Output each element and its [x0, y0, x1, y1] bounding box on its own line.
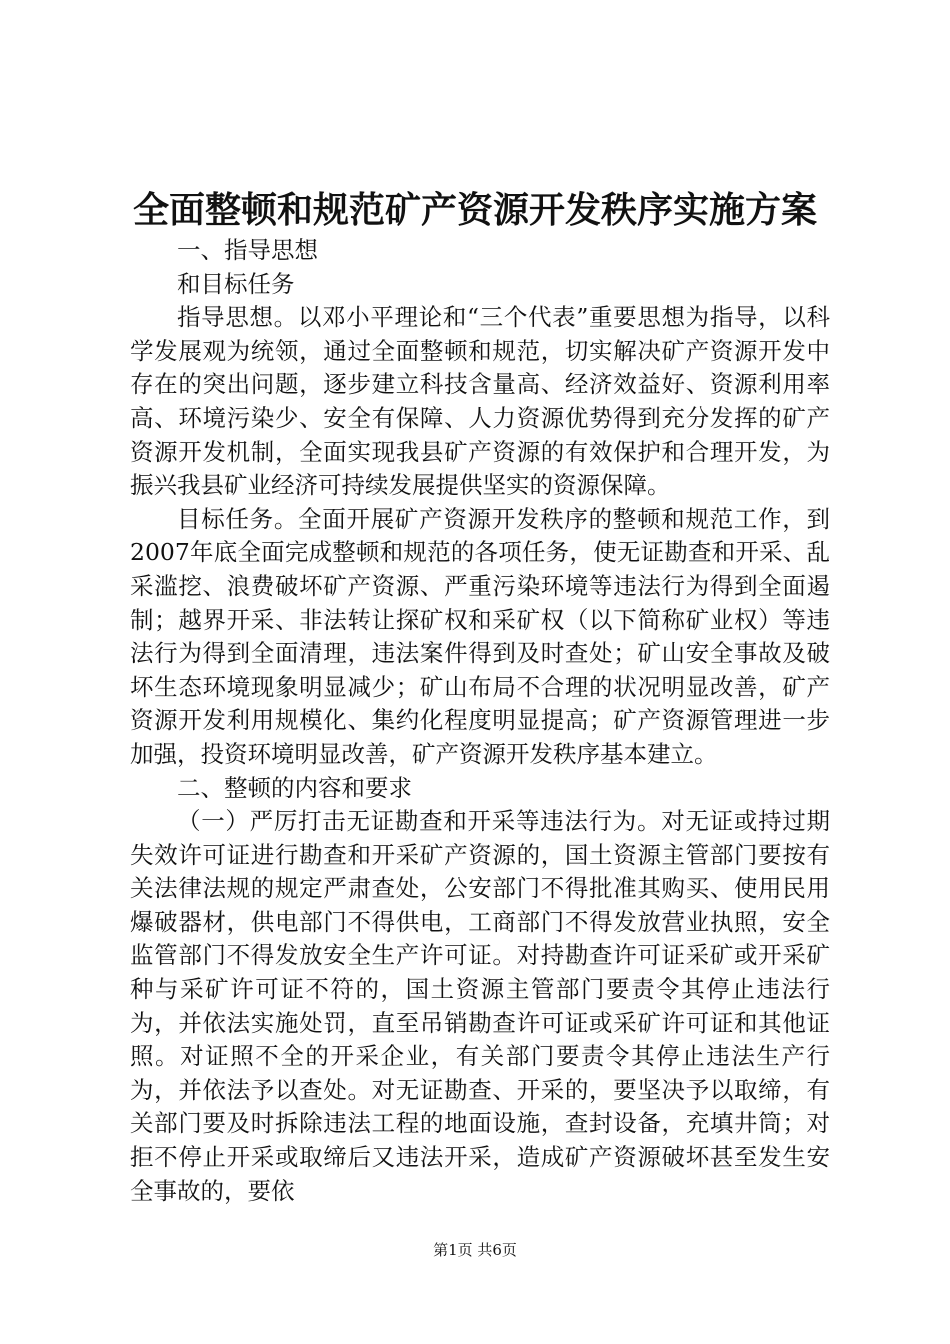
paragraph: 指导思想。以邓小平理论和“三个代表”重要思想为指导，以科学发展观为统领，通过全面整顿和规范，切实解决矿产资源开发中存在的突出问题，逐步建立科技含量高、经济效益好、资源利用率高、环境污染少、安全有保障、人力资源优势得到充分发挥的矿产资源开发机制，全面实现我县矿产资源的有效保护和合理开发，为振兴我县矿业经济可持续发展提供坚实的资源保障。: [130, 303, 830, 500]
document-title: 全面整顿和规范矿产资源开发秩序实施方案: [132, 189, 817, 231]
section-heading-continued: 和目标任务: [177, 269, 295, 298]
paragraph: （一）严厉打击无证勘查和开采等违法行为。对无证或持过期失效许可证进行勘查和开采矿产资源的，国土资源主管部门要按有关法律法规的规定严肃查处，公安部门不得批准其购买、使用民用爆破器材，供电部门不得供电，工商部门不得发放营业执照，安全监管部门不得发放安全生产许可证。对持勘查许可证采矿或开采矿种与采矿许可证不符的，国土资源主管部门要责令其停止违法行为，并依法实施处罚，直至吊销勘查许可证或采矿许可证和其他证照。对证照不全的开采企业，有关部门要责令其停止违法生产行为，并依法予以查处。对无证勘查、开采的，要坚决予以取缔，有关部门要及时拆除违法工程的地面设施，查封设备，充填井筒；对拒不停止开采或取缔后又违法开采，造成矿产资源破坏甚至发生安全事故的，要依: [130, 807, 830, 1205]
section-heading: 一、指导思想: [177, 236, 318, 264]
page-number: 第1页 共6页: [433, 1241, 517, 1259]
document-body: [130, 234, 830, 1208]
paragraph: 目标任务。全面开展矿产资源开发秩序的整顿和规范工作，到2007年底全面完成整顿和规范的各项任务，使无证勘查和开采、乱采滥挖、浪费破坏矿产资源、严重污染环境等违法行为得到全面遏制；越界开采、非法转让探矿权和采矿权（以下简称矿业权）等违法行为得到全面清理，违法案件得到及时查处；矿山安全事故及破坏生态环境现象明显减少；矿山布局不合理的状况明显改善，矿产资源开发利用规模化、集约化程度明显提高；矿产资源管理进一步加强，投资环境明显改善，矿产资源开发秩序基本建立。: [130, 504, 830, 768]
section-heading: 二、整顿的内容和要求: [177, 773, 412, 802]
